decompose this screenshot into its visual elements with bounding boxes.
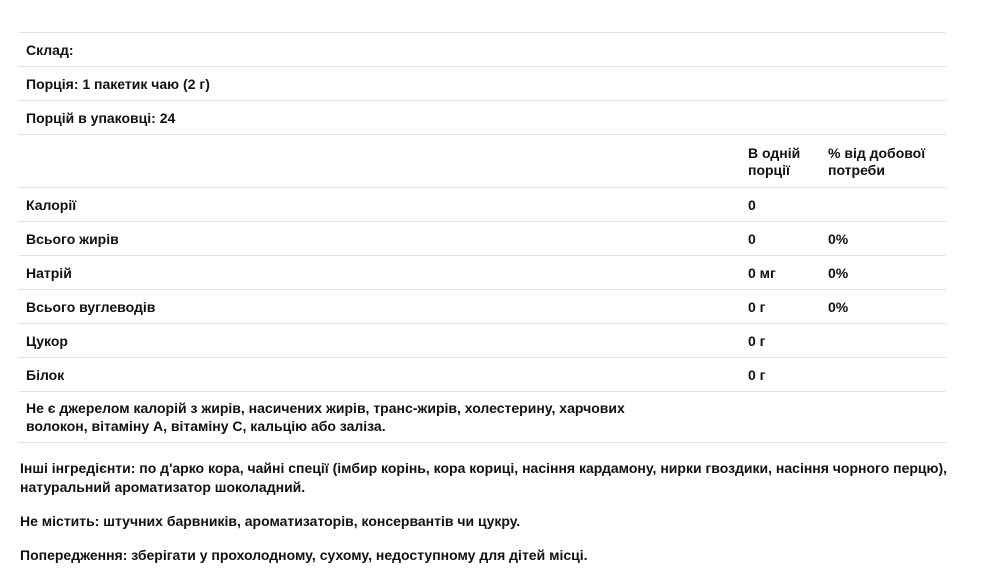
table-row (18, 289, 946, 323)
serving-size-row (18, 66, 946, 100)
nutrient-amount: 0 (748, 196, 756, 213)
table-row (18, 221, 946, 255)
facts-note-row (18, 391, 946, 443)
serving-size: Порція: 1 пакетик чаю (2 г) (26, 75, 210, 92)
table-row (18, 357, 946, 391)
header-amount-line2: порції (748, 162, 790, 178)
header-dv-cell (828, 145, 946, 179)
nutrient-amount: 0 (748, 230, 756, 247)
nutrient-name: Калорії (26, 196, 77, 213)
nutrient-name: Білок (26, 366, 65, 383)
other-ingredients: Інші інгредієнти: по д'арко кора, чайні спеції (імбир корінь, кора кориці, насіння кардамону, нирки гвоздики, насіння чорного перцю), натуральний ароматизатор шоколадний. (20, 460, 948, 495)
servings-per-container: Порцій в упаковці: 24 (26, 109, 176, 126)
header-amount-line1: В одній (748, 145, 801, 161)
nutrient-dv: 0% (828, 298, 849, 315)
nutrient-amount: 0 г (748, 332, 766, 349)
servings-per-container-row (18, 100, 946, 134)
table-row (18, 255, 946, 289)
nutrient-name: Всього жирів (26, 230, 119, 247)
table-row (18, 187, 946, 221)
storage-warning: Попередження: зберігати у прохолодному, сухому, недоступному для дітей місці. (20, 547, 588, 563)
nutrient-amount: 0 г (748, 366, 766, 383)
header-dv-line2: потреби (828, 162, 885, 178)
nutrient-dv: 0% (828, 230, 849, 247)
table-header-row (18, 134, 946, 187)
header-dv-line1: % від добової (828, 145, 926, 161)
header-amount-cell (748, 145, 828, 179)
composition-label: Склад: (26, 41, 74, 58)
nutrient-amount: 0 г (748, 298, 766, 315)
facts-note: Не є джерелом калорій з жирів, насичених жирів, транс-жирів, холестерину, харчових волокон, вітаміну А, вітаміну С, кальцію або заліза. (26, 400, 625, 434)
nutrition-facts-table (18, 32, 946, 443)
nutrient-amount: 0 мг (748, 264, 776, 281)
nutrient-name: Цукор (26, 332, 68, 349)
nutrient-name: Всього вуглеводів (26, 298, 156, 315)
table-row (18, 323, 946, 357)
nutrient-name: Натрій (26, 264, 72, 281)
free-from-statement: Не містить: штучних барвників, ароматизаторів, консервантів чи цукру. (20, 513, 521, 529)
nutrient-dv: 0% (828, 264, 849, 281)
composition-row (18, 32, 946, 66)
